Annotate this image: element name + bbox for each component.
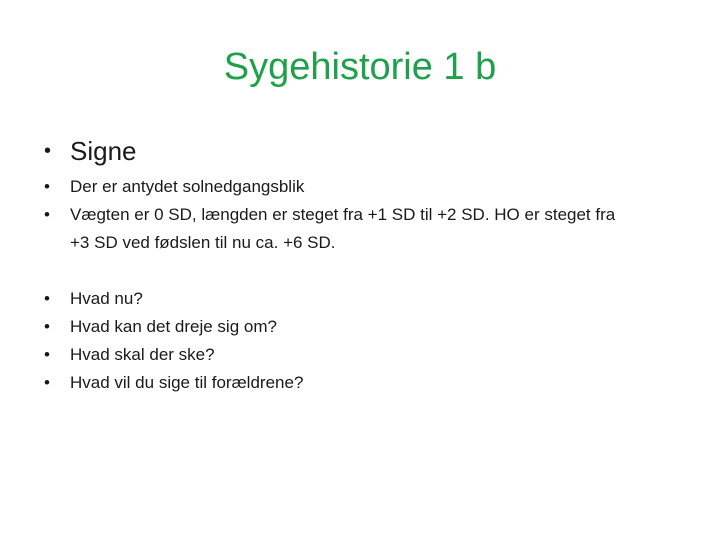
list-item xyxy=(44,313,684,341)
question-text: Hvad kan det dreje sig om? xyxy=(70,317,277,336)
bullet-icon: • xyxy=(44,289,50,308)
main-bullet-list xyxy=(44,133,684,169)
bullet-icon: • xyxy=(44,317,50,336)
bullet-icon: • xyxy=(44,205,50,224)
question-text: Hvad skal der ske? xyxy=(70,345,215,364)
case-bullet-text: Der er antydet solnedgangsblik xyxy=(70,177,305,196)
list-item xyxy=(44,173,684,201)
list-item xyxy=(44,133,684,169)
bullet-icon: • xyxy=(44,177,50,196)
slide-title: Sygehistorie 1 b xyxy=(223,46,497,88)
list-item xyxy=(44,369,684,397)
bullet-icon: • xyxy=(44,373,50,392)
list-item xyxy=(44,285,684,313)
question-text: Hvad vil du sige til forældrene? xyxy=(70,373,304,392)
bullet-icon: • xyxy=(44,140,52,162)
list-item xyxy=(44,201,684,257)
main-bullet-text: Signe xyxy=(70,136,137,166)
case-bullet-text: Vægten er 0 SD, længden er steget fra +1 SD til +2 SD. HO er steget fra +3 SD ved fødslen til nu ca. +6 SD. xyxy=(70,205,616,252)
bullet-icon: • xyxy=(44,345,50,364)
list-item xyxy=(44,341,684,369)
question-bullet-list xyxy=(44,285,684,397)
question-text: Hvad nu? xyxy=(70,289,143,308)
case-bullet-list xyxy=(44,173,684,257)
